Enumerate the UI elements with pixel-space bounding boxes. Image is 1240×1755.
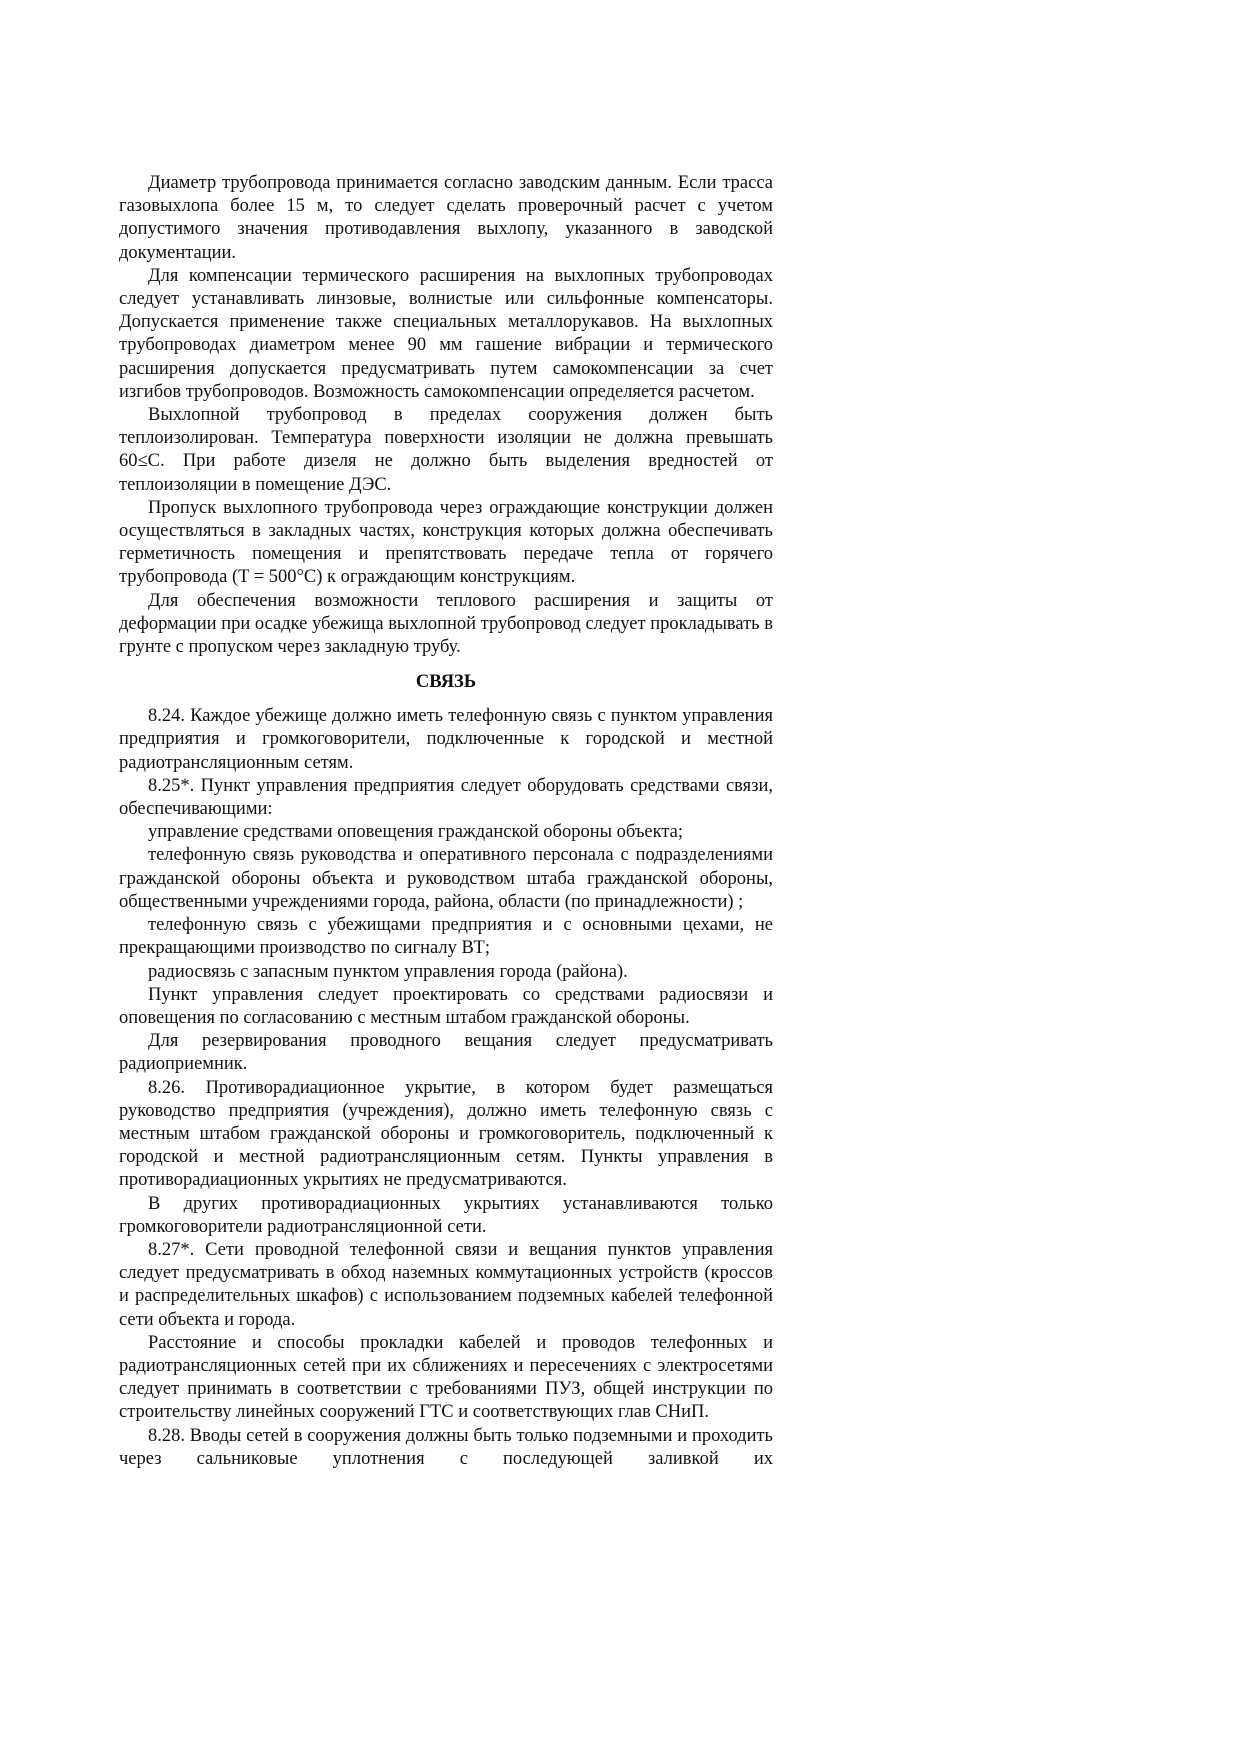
list-item-warning-control: управление средствами оповещения гражданской обороны объекта; xyxy=(148,822,684,843)
paragraph-control-point-design: Пункт управления следует проектировать со средствами радиосвязи и оповещения по согласованию с местным штабом гражданской обороны. xyxy=(119,984,773,1028)
paragraph-8-27: 8.27*. Сети проводной телефонной связи и вещания пунктов управления следует предусматривать в обход наземных коммутационных устройств (кроссов и распределительных шкафов) с использованием подземных кабелей телефонной сети объекта и города. xyxy=(119,1239,773,1330)
list-item-radio-reserve: радиосвязь с запасным пунктом управления города (района). xyxy=(148,961,628,982)
document-page xyxy=(119,172,773,1471)
paragraph-8-24: 8.24. Каждое убежище должно иметь телефонную связь с пунктом управления предприятия и громкоговорители, подключенные к городской и местной радиотрансляционным сетям. xyxy=(119,706,773,773)
paragraph-other-shelters: В других противорадиационных укрытиях устанавливаются только громкоговорители радиотрансляционной сети. xyxy=(119,1193,773,1237)
paragraph-8-28: 8.28. Вводы сетей в сооружения должны быть только подземными и проходить через сальниковые уплотнения с последующей заливкой их xyxy=(119,1425,773,1469)
list-item-phone-management: телефонную связь руководства и оперативного персонала с подразделениями гражданской обороны объекта и руководством штаба гражданской обороны, общественными учреждениями города, района, области (по принадлежности) ; xyxy=(119,845,773,912)
list-item-phone-shelters: телефонную связь с убежищами предприятия и с основными цехами, не прекращающими производство по сигналу ВТ; xyxy=(119,915,773,959)
paragraph-thermal-insulation: Выхлопной трубопровод в пределах сооружения должен быть теплоизолирован. Температура поверхности изоляции не должна превышать 60≤С. При работе дизеля не должно быть выделения вредностей от теплоизоляции в помещение ДЭС. xyxy=(119,405,773,495)
paragraph-8-26: 8.26. Противорадиационное укрытие, в котором будет размещаться руководство предприятия (учреждения), должно иметь телефонную связь с местным штабом гражданской обороны и громкоговоритель, подключенный к городской и местной радиотрансляционным сетям. Пункты управления в противорадиационных укрытиях не предусматриваются. xyxy=(119,1077,773,1191)
paragraph-pipe-diameter: Диаметр трубопровода принимается согласно заводским данным. Если трасса газовыхлопа более 15 м, то следует сделать проверочный расчет с учетом допустимого значения противодавления выхлопу, указанного в заводской документации. xyxy=(119,173,773,263)
section-heading-communication: СВЯЗЬ xyxy=(415,672,477,693)
paragraph-ground-laying: Для обеспечения возможности теплового расширения и защиты от деформации при осадке убежища выхлопной трубопровод следует прокладывать в грунте с пропуском через закладную трубу. xyxy=(119,590,773,658)
paragraph-thermal-compensation: Для компенсации термического расширения на выхлопных трубопроводах следует устанавливать линзовые, волнистые или сильфонные компенсаторы. Допускается применение также специальных металлорукавов. На выхлопных трубопроводах диаметром менее 90 мм гашение вибрации и термического расширения допускается предусматривать путем самокомпенсации за счет изгибов трубопроводов. Возможность самокомпенсации определяется расчетом. xyxy=(119,265,773,402)
paragraph-cable-distance: Расстояние и способы прокладки кабелей и проводов телефонных и радиотрансляционных сетей при их сближениях и пересечениях с электросетями следует принимать в соответствии с требованиями ПУЗ, общей инструкции по строительству линейных сооружений ГТС и соответствующих глав СНиП. xyxy=(119,1332,773,1423)
paragraph-8-25: 8.25*. Пункт управления предприятия следует оборудовать средствами связи, обеспечивающими: xyxy=(119,775,773,820)
paragraph-pipe-passage: Пропуск выхлопного трубопровода через ограждающие конструкции должен осуществляться в закладных частях, конструкция которых должна обеспечивать герметичность помещения и препятствовать передаче тепла от горячего трубопровода (T = 500°С) к ограждающим конструкциям. xyxy=(119,497,773,588)
paragraph-radio-receiver: Для резервирования проводного вещания следует предусматривать радиоприемник. xyxy=(119,1031,773,1075)
